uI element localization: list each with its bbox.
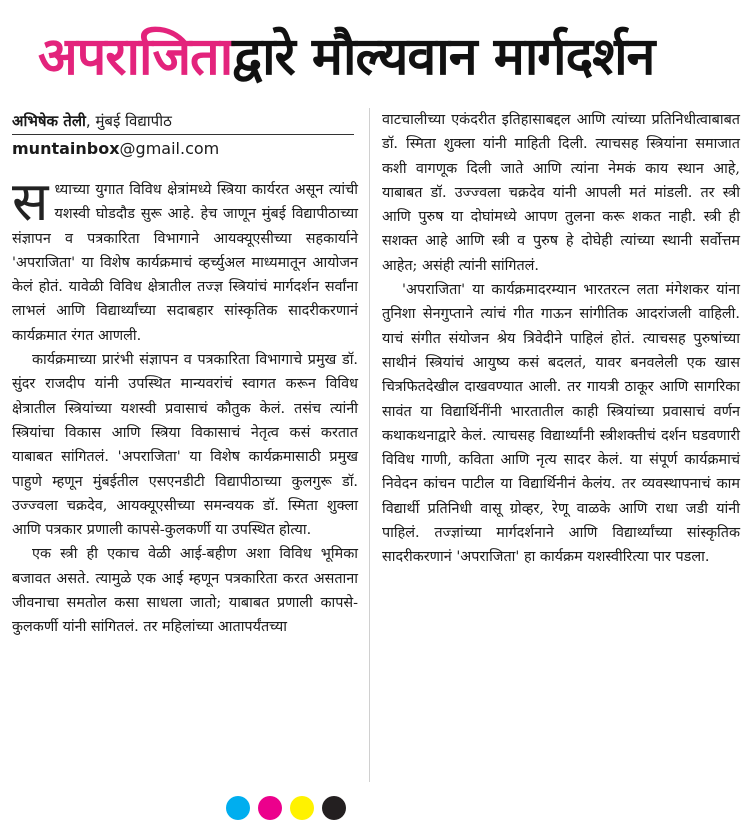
article-column-right (382, 108, 740, 570)
paragraph-text: ध्याच्या युगात विविध क्षेत्रांमध्ये स्त्रिया कार्यरत असून त्यांची यशस्वी घोडदौड सुरू आहे. हेच जाणून मुंबई विद्यापीठाच्या संज्ञापन व पत्रकारिता विभागाने आयक्यूएसीच्या सहकार्याने 'अपराजिता' या विशेष कार्यक्रमाचं व्हर्च्युअल माध्यमातून आयोजन केलं होतं. यावेळी विविध क्षेत्रातील तज्ज्ञ स्त्रियांचं मार्गदर्शन सर्वांना लाभलं आणि विद्यार्थ्यांच्या सदाबहार सांस्कृतिक सादरीकरणानं कार्यक्रमात रंगत आणली. (12, 182, 358, 344)
article-column-left (12, 170, 358, 640)
email-domain: @gmail.com (119, 139, 220, 158)
byline-divider (12, 134, 354, 135)
registration-mark-black (322, 796, 346, 820)
drop-cap: स (12, 170, 49, 233)
article-paragraph (12, 170, 358, 348)
article-paragraph: 'अपराजिता' या कार्यक्रमादरम्यान भारतरत्न लता मंगेशकर यांना तुनिशा सेनगुप्ताने त्यांचं गीत गाऊन सांगीतिक आदरांजली वाहिली. याचं संगीत संयोजन श्रेय त्रिवेदीने पाहिलं होतं. त्याचसह पुरुषांच्या साथीनं स्त्रियांचं आयुष्य कसं बदलतं, यावर बनवलेली एक खास चित्रफितदेखील दाखवण्यात आली. तर गायत्री ठाकूर आणि सागरिका सावंत या विद्यार्थिनींनी भारतातील काही स्त्रियांच्या प्रवासाचं वर्णन कथाकथनाद्वारे केलं. त्याचसह विद्यार्थ्यांनी स्त्रीशक्तीचं दर्शन घडवणारी विविध गाणी, कविता आणि नृत्य सादर केलं. या संपूर्ण कार्यक्रमाचं निवेदन कांचन पाटील या विद्यार्थिनीनं केलंय. तर व्यवस्थापनाचं काम विद्यार्थी प्रतिनिधी वासू ग्रोव्हर, रेणू वाळके आणि राधा जडी यांनी पाहिलं. तज्ज्ञांच्या मार्गदर्शनाने आणि विद्यार्थ्यांच्या सांस्कृतिक सादरीकरणानं 'अपराजिता' हा कार्यक्रम यशस्वीरित्या पार पडला. (382, 282, 740, 566)
byline (12, 110, 354, 132)
author-name: अभिषेक तेली (12, 112, 86, 130)
registration-mark-yellow (290, 796, 314, 820)
article-paragraph: एक स्त्री ही एकाच वेळी आई-बहीण अशा विविध भूमिका बजावत असते. त्यामुळे एक आई म्हणून पत्रकारिता करत असताना जीवनाचा समतोल कसा साधला जातो; याबाबत प्रणाली कापसे-कुलकर्णी यांनी सांगितलं. तर महिलांच्या आतापर्यंतच्या (12, 546, 358, 636)
email-user: muntainbox (12, 139, 120, 158)
registration-mark-magenta (258, 796, 282, 820)
headline (38, 22, 738, 92)
column-divider (369, 108, 370, 782)
article-paragraph: कार्यक्रमाच्या प्रारंभी संज्ञापन व पत्रकारिता विभागाचे प्रमुख डॉ. सुंदर राजदीप यांनी उपस्थित मान्यवरांचं स्वागत करून विविध क्षेत्रातील स्त्रियांच्या यशस्वी प्रवासाचं कौतुक केलं. तसंच त्यांनी स्त्रियांचा विकास आणि स्त्रिया विकासाचं नेतृत्व कसं करतात याबाबत सांगितलं. 'अपराजिता' या विशेष कार्यक्रमासाठी प्रमुख पाहुणे म्हणून मुंबईतील एसएनडीटी विद्यापीठाच्या कुलगुरू डॉ. उज्ज्वला चक्रदेव, आयक्यूएसीच्या समन्वयक डॉ. स्मिता शुक्ला आणि पत्रकार प्रणाली कापसे-कुलकर्णी या उपस्थित होत्या. (12, 352, 358, 539)
headline-accent: अपराजिता (38, 27, 233, 87)
author-affiliation: , मुंबई विद्यापीठ (85, 112, 172, 130)
author-email (12, 136, 354, 162)
registration-mark-cyan (226, 796, 250, 820)
headline-rest: द्वारे मौल्यवान मार्गदर्शन (232, 27, 655, 87)
article-paragraph-continued: वाटचालीच्या एकंदरीत इतिहासाबद्दल आणि त्यांच्या प्रतिनिधीत्वाबाबत डॉ. स्मिता शुक्ला यांनी माहिती दिली. त्याचसह स्त्रियांना समाजात कशी वागणूक दिली जाते आणि त्यांना नेमकं काय स्थान आहे, याबाबत डॉ. उज्ज्वला चक्रदेव यांनी आपली मतं मांडली. तर स्त्री आणि पुरुष या दोघांमध्ये आपण तुलना करू शकत नाही. स्त्री ही सशक्त आहे आणि स्त्री व पुरुष हे दोघेही त्यांच्या स्थानी सर्वोत्तम आहेत; असंही त्यांनी सांगितलं. (382, 112, 740, 274)
